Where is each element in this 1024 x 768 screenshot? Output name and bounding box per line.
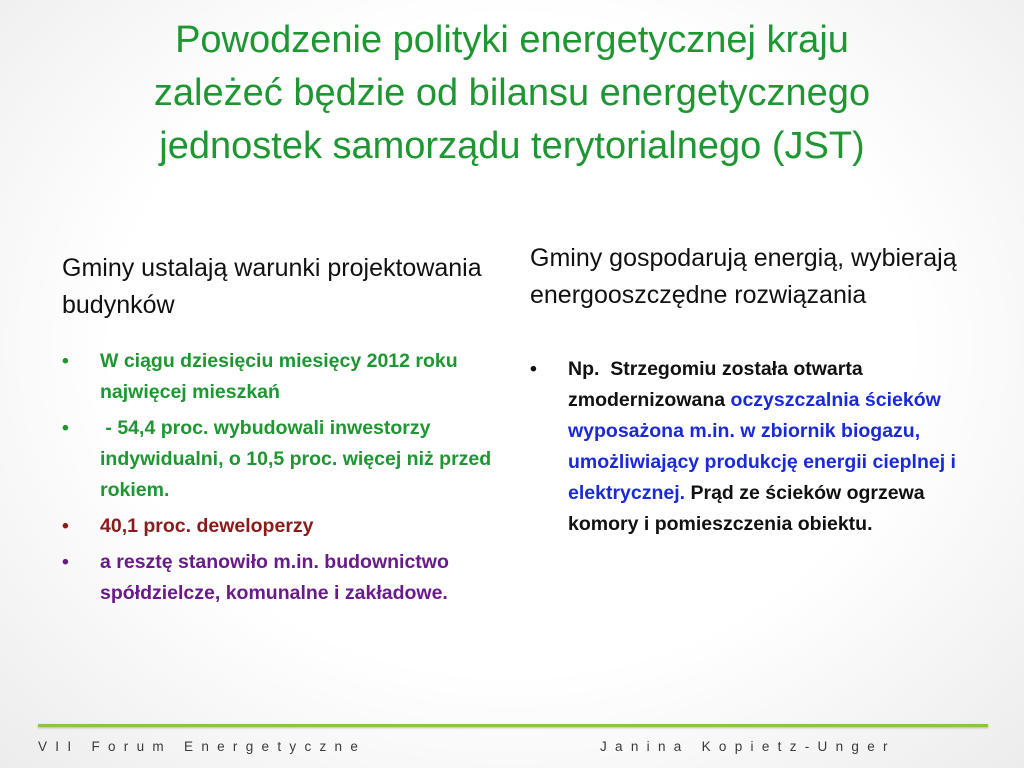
text-part-intro: Np. Strzegomiu została otwarta zmodernizowana: [568, 358, 869, 411]
bullet-icon: •: [530, 358, 537, 380]
text-part-highlight: oczyszczalnia ścieków wyposażona m.in. w zbiornik biogazu, umożliwiający produkcję energii cieplnej i elektrycznej.: [568, 389, 962, 504]
list-item: [62, 346, 502, 408]
list-item-text: W ciągu dziesięciu miesięcy 2012 roku najwięcej mieszkań: [100, 350, 458, 403]
right-bullet-list: [530, 354, 990, 540]
list-item-text: a resztę stanowiło m.in. budownictwo spółdzielcze, komunalne i zakładowe.: [100, 551, 449, 604]
title-line-1: Powodzenie polityki energetycznej kraju: [175, 19, 849, 61]
list-item: [530, 354, 990, 540]
list-item: [62, 511, 502, 542]
left-column: [62, 250, 502, 614]
left-column-heading: Gminy ustalają warunki projektowania budynków: [62, 254, 482, 319]
footer-divider: [38, 724, 988, 727]
bullet-icon: •: [62, 551, 69, 573]
bullet-icon: •: [62, 515, 69, 537]
right-column-heading: Gminy gospodarują energią, wybierają energooszczędne rozwiązania: [530, 244, 957, 309]
title-line-3: jednostek samorządu terytorialnego (JST): [159, 125, 865, 167]
list-item-text: [568, 358, 961, 535]
slide-title: [60, 14, 964, 173]
list-item-text: - 54,4 proc. wybudowali inwestorzy indywidualni, o 10,5 proc. więcej niż przed rokiem.: [100, 417, 497, 501]
left-bullet-list: [62, 346, 502, 609]
right-column: [530, 240, 990, 545]
list-item: [62, 547, 502, 609]
footer-author: Janina Kopietz-Unger: [600, 739, 896, 754]
list-item: [62, 413, 502, 506]
footer-event-name: VII Forum Energetyczne: [38, 739, 367, 754]
bullet-icon: •: [62, 350, 69, 372]
list-item-text: 40,1 proc. deweloperzy: [100, 515, 314, 537]
title-line-2: zależeć będzie od bilansu energetycznego: [153, 72, 871, 114]
text-part-outro: Prąd ze ścieków ogrzewa komory i pomieszczenia obiektu.: [568, 482, 931, 535]
bullet-icon: •: [62, 417, 69, 439]
